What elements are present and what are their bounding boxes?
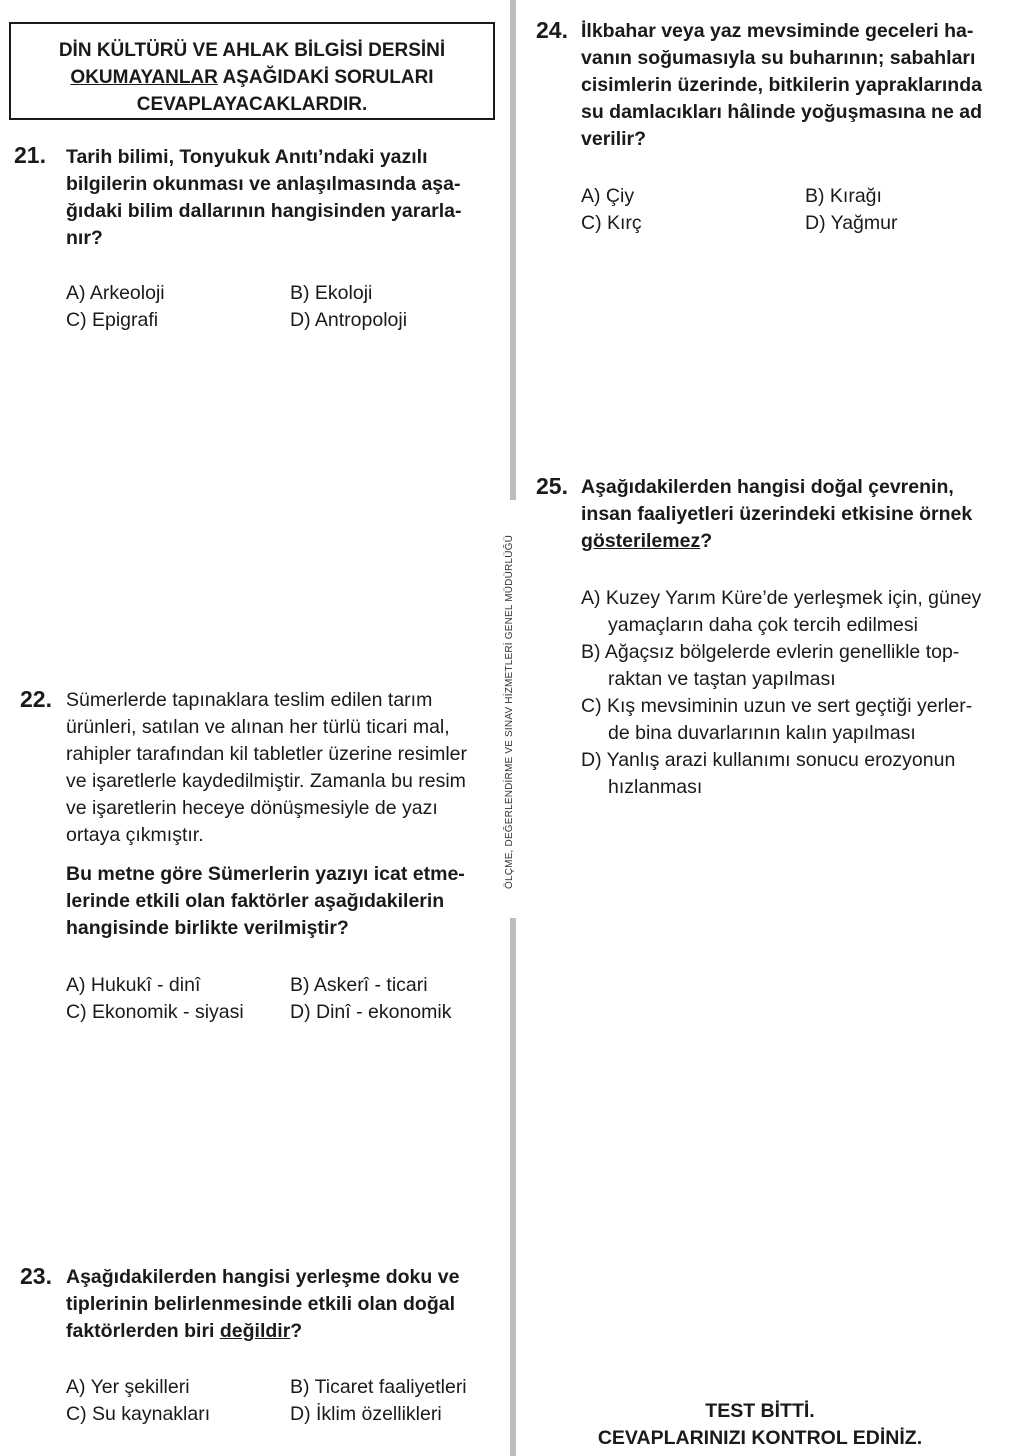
option-d[interactable]: D) İklim özellikleri	[290, 1403, 442, 1425]
stem-text: ?	[290, 1320, 303, 1342]
stem-text: faktörlerden biri	[66, 1320, 220, 1342]
notice-line-2-rest: AŞAĞIDAKİ SORULARI	[217, 67, 434, 88]
option-a[interactable]: A) Hukukî - dinî	[66, 974, 201, 996]
option-line: yamaçların daha çok tercih edilmesi	[608, 614, 918, 636]
option-a[interactable]: A) Yer şekilleri	[66, 1376, 190, 1398]
option-line: B) Ağaçsız bölgelerde evlerin genellikle top-	[581, 641, 960, 663]
passage-line: Sümerlerde tapınaklara teslim edilen tarım	[66, 689, 433, 711]
stem-line: Aşağıdakilerden hangisi doğal çevrenin,	[581, 476, 954, 498]
option-line: de bina duvarlarının kalın yapılması	[608, 722, 916, 744]
option-c[interactable]: C) Epigrafi	[66, 309, 159, 331]
passage-line: rahipler tarafından kil tabletler üzerine resimler	[66, 743, 468, 765]
option-d[interactable]	[581, 747, 1021, 801]
stem-line: Aşağıdakilerden hangisi yerleşme doku ve	[66, 1266, 460, 1288]
stem-line: İlkbahar veya yaz mevsiminde geceleri ha-	[581, 20, 974, 42]
option-line: C) Kış mevsiminin uzun ve sert geçtiği yerler-	[581, 695, 973, 717]
stem-line: su damlacıkları hâlinde yoğuşmasına ne ad	[581, 101, 982, 123]
test-end-line-1: TEST BİTTİ.	[705, 1400, 815, 1422]
question-stem	[66, 861, 465, 942]
notice-underlined-word: OKUMAYANLAR	[70, 67, 218, 88]
question-number: 21.	[14, 142, 46, 168]
stem-line: vanın soğumasıyla su buharının; sabahları	[581, 47, 976, 69]
question-number: 25.	[536, 473, 568, 499]
stem-line: Tarih bilimi, Tonyukuk Anıtı’ndaki yazılı	[66, 146, 428, 168]
side-publisher-label: ÖLÇME, DEĞERLENDİRME VE SINAV HİZMETLERİ GENEL MÜDÜRLÜĞÜ	[504, 534, 515, 890]
option-b[interactable]: B) Askerî - ticari	[290, 974, 428, 996]
stem-line: ğıdaki bilim dallarının hangisinden yararla-	[66, 200, 462, 222]
column-divider-top	[510, 0, 516, 500]
stem-underlined-word: değildir	[219, 1320, 291, 1342]
option-a[interactable]	[581, 585, 1021, 639]
question-number: 22.	[20, 686, 52, 712]
question-number: 23.	[20, 1263, 52, 1289]
notice-line-3: CEVAPLAYACAKLARDIR.	[136, 94, 368, 115]
test-end-line-2: CEVAPLARINIZI KONTROL EDİNİZ.	[597, 1427, 923, 1449]
passage-line: ürünleri, satılan ve alınan her türlü ticari mal,	[66, 716, 450, 738]
option-b[interactable]: B) Kırağı	[805, 185, 882, 207]
option-d[interactable]: D) Yağmur	[805, 212, 898, 234]
stem-line: tiplerinin belirlenmesinde etkili olan doğal	[66, 1293, 455, 1315]
option-line: hızlanması	[608, 776, 703, 798]
question-passage	[66, 687, 467, 849]
option-c[interactable]: C) Kırç	[581, 212, 642, 234]
option-c[interactable]: C) Ekonomik - siyasi	[66, 1001, 244, 1023]
notice-line-1: DİN KÜLTÜRÜ VE AHLAK BİLGİSİ DERSİNİ	[58, 40, 446, 61]
stem-text: ?	[700, 530, 713, 552]
question-stem	[66, 144, 462, 252]
question-number: 24.	[536, 17, 568, 43]
question-stem	[66, 1264, 459, 1345]
options-list	[581, 585, 1021, 801]
option-line: raktan ve taştan yapılması	[608, 668, 836, 690]
option-b[interactable]: B) Ticaret faaliyetleri	[290, 1376, 467, 1398]
option-b[interactable]: B) Ekoloji	[290, 282, 373, 304]
option-d[interactable]: D) Dinî - ekonomik	[290, 1001, 452, 1023]
option-a[interactable]: A) Çiy	[581, 185, 635, 207]
passage-line: ortaya çıkmıştır.	[66, 824, 204, 846]
test-end-notice	[560, 1398, 960, 1452]
passage-line: ve işaretlerin heceye dönüşmesiyle de yazı	[66, 797, 438, 819]
stem-line: insan faaliyetleri üzerindeki etkisine örnek	[581, 503, 973, 525]
option-line: A) Kuzey Yarım Küre’de yerleşmek için, güney	[581, 587, 982, 609]
passage-line: ve işaretlerle kaydedilmiştir. Zamanla bu resim	[66, 770, 466, 792]
column-divider-bottom	[510, 918, 516, 1456]
notice-line-2	[11, 64, 493, 91]
stem-line	[66, 1318, 459, 1345]
stem-underlined-word: gösterilemez	[581, 530, 701, 552]
question-stem	[581, 474, 972, 555]
question-stem	[581, 18, 982, 153]
stem-line: bilgilerin okunması ve anlaşılmasında aşa-	[66, 173, 461, 195]
stem-line: lerinde etkili olan faktörler aşağıdakilerin	[66, 890, 445, 912]
option-line: D) Yanlış arazi kullanımı sonucu erozyonun	[581, 749, 956, 771]
stem-line: cisimlerin üzerinde, bitkilerin yapraklarında	[581, 74, 982, 96]
option-c[interactable]: C) Su kaynakları	[66, 1403, 211, 1425]
stem-line: hangisinde birlikte verilmiştir?	[66, 917, 349, 939]
option-c[interactable]	[581, 693, 1021, 747]
option-b[interactable]	[581, 639, 1021, 693]
option-a[interactable]: A) Arkeoloji	[66, 282, 165, 304]
stem-line: Bu metne göre Sümerlerin yazıyı icat etme-	[66, 863, 465, 885]
stem-line	[581, 528, 972, 555]
option-d[interactable]: D) Antropoloji	[290, 309, 408, 331]
notice-box	[9, 22, 495, 120]
stem-line: nır?	[66, 227, 103, 249]
stem-line: verilir?	[581, 128, 647, 150]
